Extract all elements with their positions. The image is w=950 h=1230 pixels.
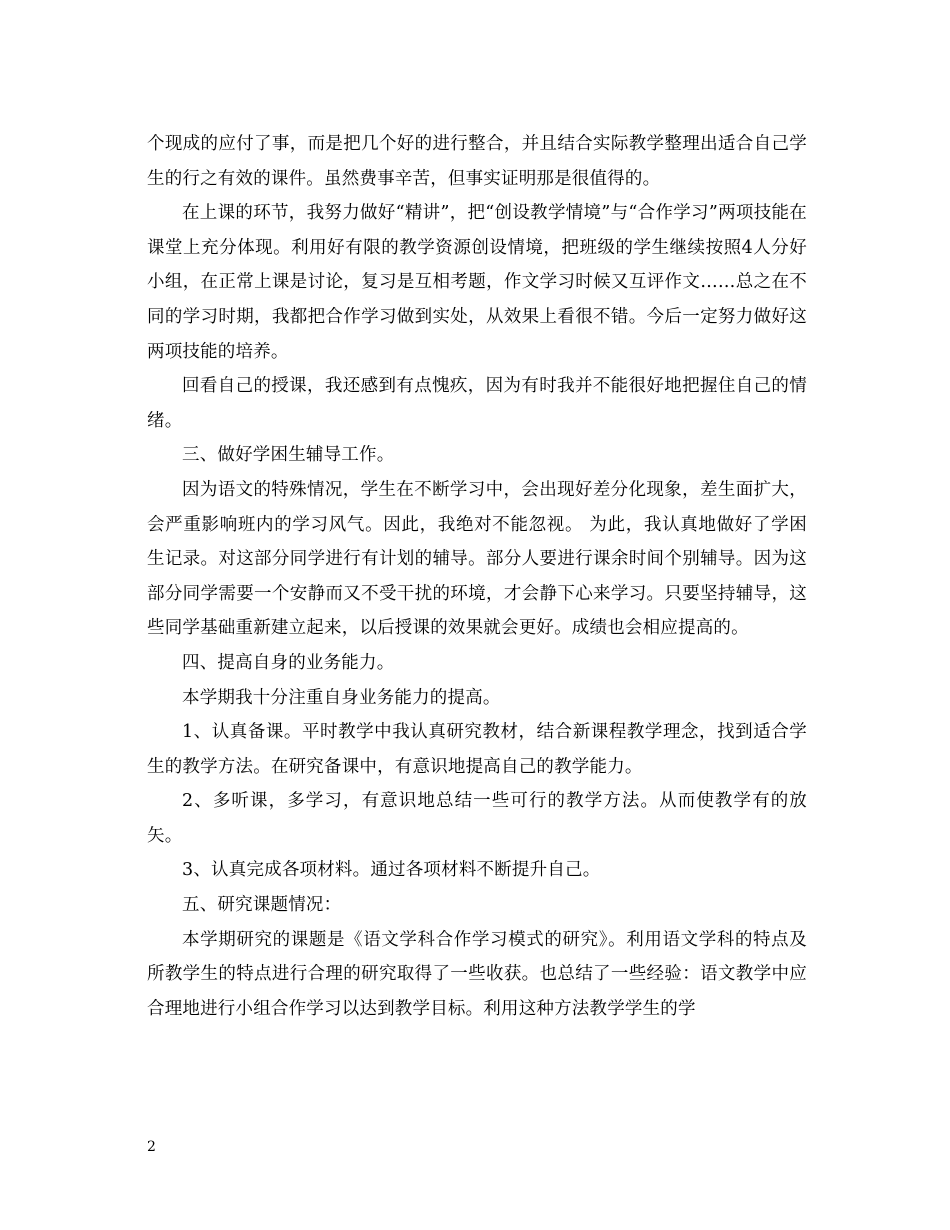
- section-heading-5: 五、研究课题情况：: [182, 895, 342, 916]
- paragraph-struggling-students: 因为语文的特殊情况，学生在不断学习中，会出现好差分化现象，差生面扩大，会严重影响班内的学习风气。因此，我绝对不能忽视。 为此，我认真地做好了学困生记录。对这部分同学进行有计划的辅导。部分人要进行课余时间个别辅导。因为这部分同学需要一个安静而又不受干扰的环境，才会静下心来学习。只要坚持辅导，这些同学基础重新建立起来，以后授课的效果就会更好。成绩也会相应提高的。: [147, 479, 807, 639]
- paragraph-research-topic: 本学期研究的课题是《语文学科合作学习模式的研究》。利用语文学科的特点及所教学生的特点进行合理的研究取得了一些收获。也总结了一些经验：语文教学中应合理地进行小组合作学习以达到教学目标。利用这种方法教学学生的学: [147, 929, 807, 1019]
- paragraph-continuation: 个现成的应付了事，而是把几个好的进行整合，并且结合实际教学整理出适合自己学生的行之有效的课件。虽然费事辛苦，但事实证明那是很值得的。: [147, 134, 807, 189]
- paragraph-teaching-method: 在上课的环节，我努力做好“精讲”，把“创设教学情境”与“合作学习”两项技能在课堂上充分体现。利用好有限的教学资源创设情境，把班级的学生继续按照4人分好小组，在正常上课是讨论，复习是互相考题，作文学习时候又互评作文……总之在不同的学习时期，我都把合作学习做到实处，从效果上看很不错。今后一定努力做好这两项技能的培养。: [147, 203, 807, 362]
- document-body: [147, 127, 807, 1026]
- paragraph-self-reflection: 回看自己的授课，我还感到有点愧疚，因为有时我并不能很好地把握住自己的情绪。: [147, 376, 807, 431]
- list-item-2: 2、多听课，多学习，有意识地总结一些可行的教学方法。从而使教学有的放矢。: [147, 791, 807, 846]
- section-heading-3: 三、做好学困生辅导工作。: [182, 445, 395, 466]
- section-heading-4: 四、提高自身的业务能力。: [182, 652, 395, 673]
- page-number: 2: [147, 1139, 156, 1155]
- list-item-3: 3、认真完成各项材料。通过各项材料不断提升自己。: [182, 860, 601, 881]
- list-item-1: 1、认真备课。平时教学中我认真研究教材，结合新课程教学理念，找到适合学生的教学方法。在研究备课中，有意识地提高自己的教学能力。: [147, 722, 807, 777]
- paragraph-professional-growth: 本学期我十分注重自身业务能力的提高。: [182, 687, 501, 708]
